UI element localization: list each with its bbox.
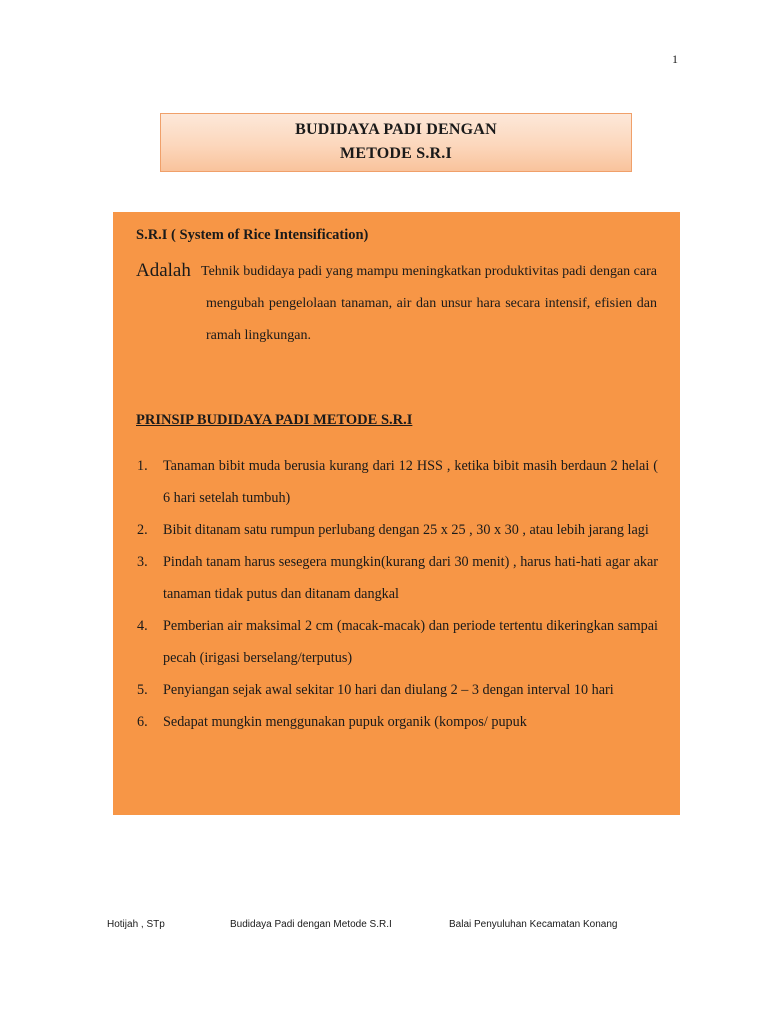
principle-number: 5. [137, 682, 148, 698]
principle-number: 4. [137, 618, 148, 634]
footer-doc-title: Budidaya Padi dengan Metode S.R.I [230, 919, 392, 930]
principle-number: 2. [137, 522, 148, 538]
title-line-2: METODE S.R.I [340, 145, 452, 162]
principles-heading: PRINSIP BUDIDAYA PADI METODE S.R.I [136, 412, 413, 428]
principle-text: Tanaman bibit muda berusia kurang dari 12 HSS , ketika bibit masih berdaun 2 helai ( 6 hari setelah tumbuh) [163, 458, 658, 506]
definition-lead-word: Adalah [136, 260, 191, 281]
principle-text: Penyiangan sejak awal sekitar 10 hari dan diulang 2 – 3 dengan interval 10 hari [163, 682, 614, 698]
content-box [113, 212, 680, 815]
principle-item [137, 674, 658, 706]
principle-number: 3. [137, 554, 148, 570]
title-box [160, 113, 632, 172]
principle-item [137, 450, 658, 514]
principle-number: 1. [137, 458, 148, 474]
principle-number: 6. [137, 714, 148, 730]
title-line-1: BUDIDAYA PADI DENGAN [295, 121, 497, 138]
principle-text: Sedapat mungkin menggunakan pupuk organik (kompos/ pupuk [163, 714, 527, 730]
principle-item [137, 546, 658, 610]
principle-item [137, 706, 658, 738]
footer-institution: Balai Penyuluhan Kecamatan Konang [449, 919, 618, 930]
footer-author: Hotijah , STp [107, 919, 165, 930]
page-number: 1 [672, 52, 678, 66]
definition-heading: S.R.I ( System of Rice Intensification) [136, 227, 369, 243]
principle-item [137, 610, 658, 674]
principle-text: Pindah tanam harus sesegera mungkin(kurang dari 30 menit) , harus hati-hati agar akar tanaman tidak putus dan ditanam dangkal [163, 554, 658, 602]
principle-text: Bibit ditanam satu rumpun perlubang dengan 25 x 25 , 30 x 30 , atau lebih jarang lagi [163, 522, 649, 538]
principle-text: Pemberian air maksimal 2 cm (macak-macak) dan periode tertentu dikeringkan sampai pecah (irigasi berselang/terputus) [163, 618, 658, 666]
principle-item [137, 514, 658, 546]
definition-text: Tehnik budidaya padi yang mampu meningkatkan produktivitas padi dengan cara mengubah pengelolaan tanaman, air dan unsur hara secara intensif, efisien dan ramah lingkungan. [201, 264, 657, 343]
principles-list [137, 450, 658, 738]
